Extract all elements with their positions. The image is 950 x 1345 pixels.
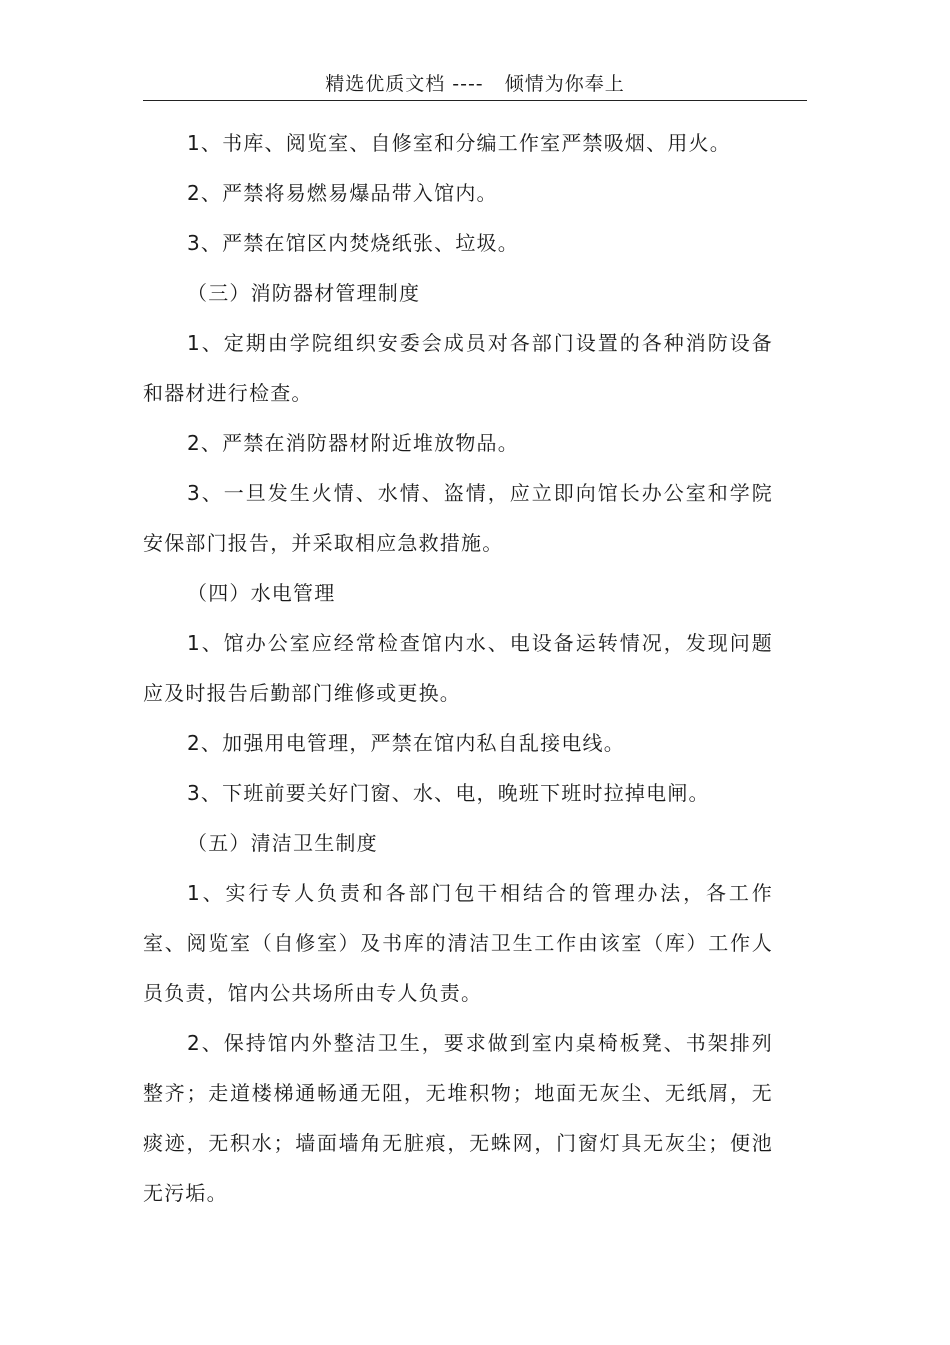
paragraph: 2、加强用电管理，严禁在馆内私自乱接电线。: [187, 731, 625, 755]
paragraph: 1、书库、阅览室、自修室和分编工作室严禁吸烟、用火。: [187, 131, 731, 155]
paragraph: 3、严禁在馆区内焚烧纸张、垃圾。: [187, 231, 519, 255]
paragraph: 2、保持馆内外整洁卫生，要求做到室内桌椅板凳、书架排列整齐；走道楼梯通畅通无阻，无堆积物；地面无灰尘、无纸屑，无痰迹，无积水；墙面墙角无脏痕，无蛛网，门窗灯具无灰尘；便池无污垢。: [143, 1031, 773, 1205]
paragraph: 1、馆办公室应经常检查馆内水、电设备运转情况，发现问题应及时报告后勤部门维修或更换。: [143, 631, 773, 705]
page-header: 精选优质文档 ---- 倾情为你奉上: [143, 68, 807, 101]
paragraph: 3、一旦发生火情、水情、盗情，应立即向馆长办公室和学院安保部门报告，并采取相应急救措施。: [143, 481, 773, 555]
paragraph: 1、定期由学院组织安委会成员对各部门设置的各种消防设备和器材进行检查。: [143, 331, 773, 405]
section-heading: （五）清洁卫生制度: [187, 831, 378, 855]
paragraph: 3、下班前要关好门窗、水、电，晚班下班时拉掉电闸。: [187, 781, 710, 805]
document-body: [143, 118, 773, 1218]
paragraph: 2、严禁将易燃易爆品带入馆内。: [187, 181, 498, 205]
section-heading: （三）消防器材管理制度: [187, 281, 421, 305]
paragraph: 2、严禁在消防器材附近堆放物品。: [187, 431, 519, 455]
section-heading: （四）水电管理: [187, 581, 336, 605]
paragraph: 1、实行专人负责和各部门包干相结合的管理办法，各工作室、阅览室（自修室）及书库的清洁卫生工作由该室（库）工作人员负责，馆内公共场所由专人负责。: [143, 881, 773, 1005]
